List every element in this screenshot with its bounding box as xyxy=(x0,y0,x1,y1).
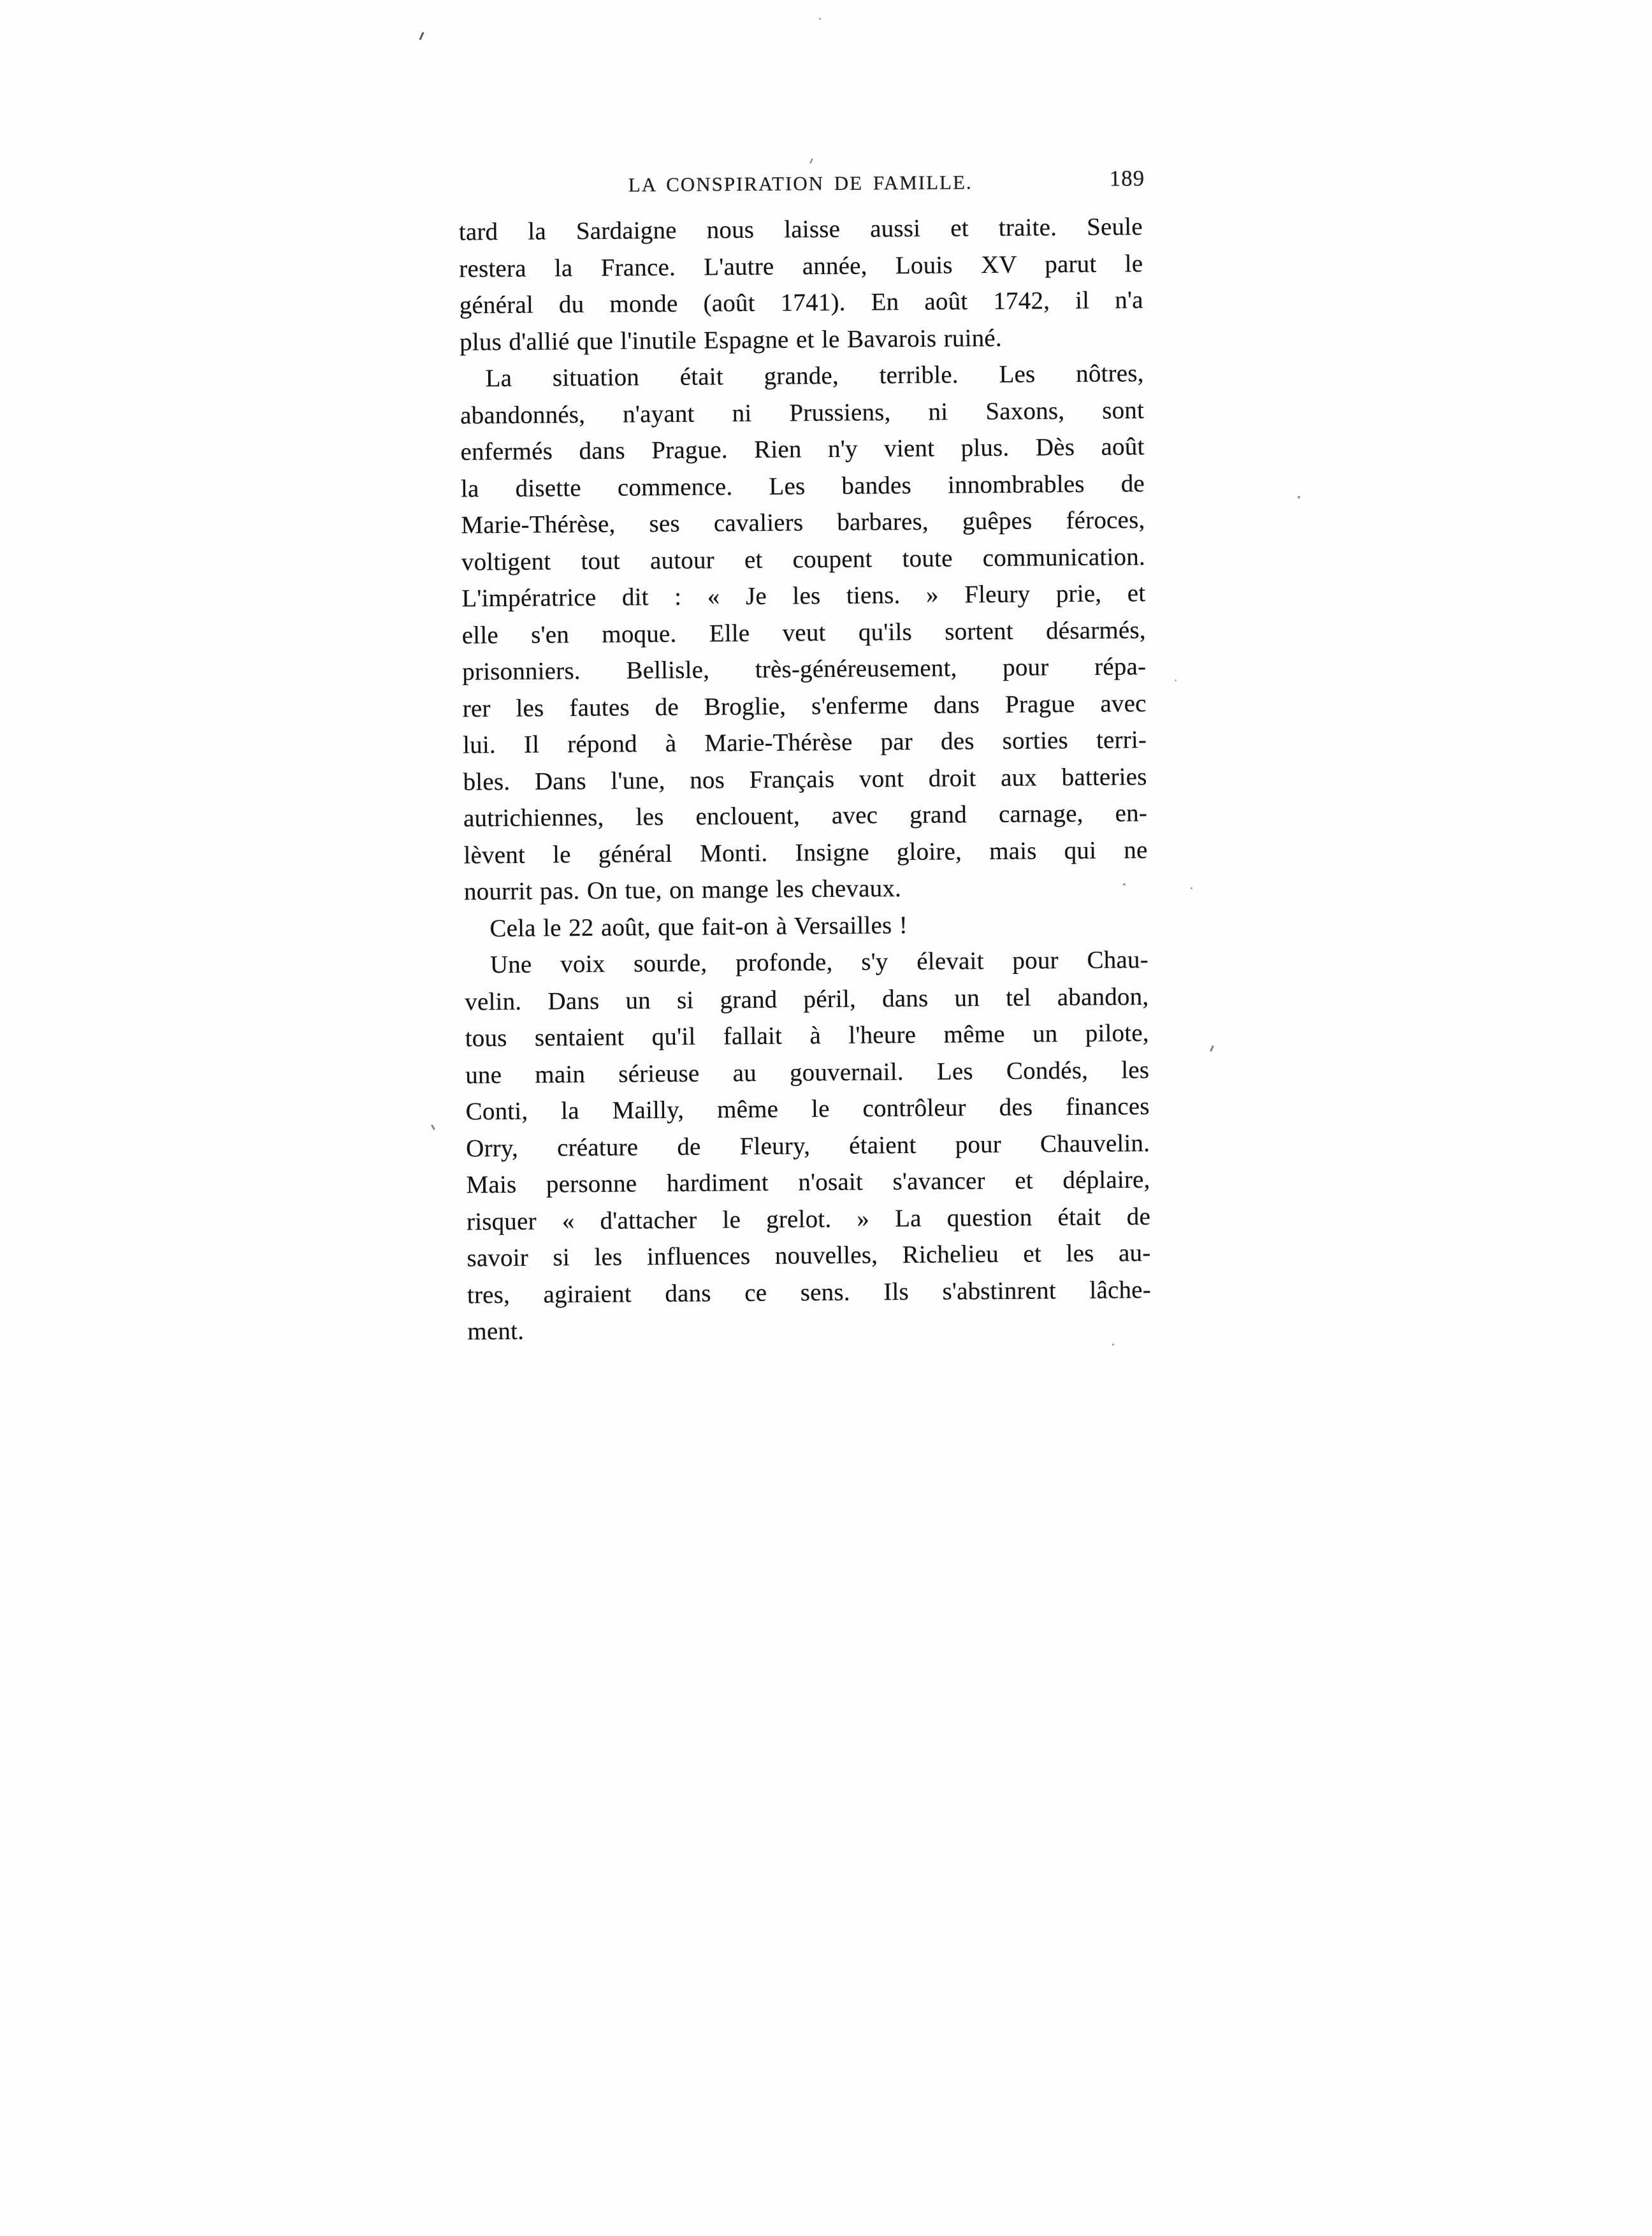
text-line: Une voix sourde, profonde, s'y élevait pour Chau- xyxy=(489,946,1149,979)
text-line: savoir si les influences nouvelles, Richelieu et les au- xyxy=(467,1239,1151,1272)
text-line: général du monde (août 1741). En août 1742, il n'a xyxy=(459,286,1143,319)
scan-speck xyxy=(819,18,821,20)
text-line: restera la France. L'autre année, Louis XV parut le xyxy=(459,249,1143,283)
scan-speck xyxy=(1191,887,1192,889)
text-line: Marie-Thérèse, ses cavaliers barbares, guêpes féroces, xyxy=(461,506,1145,539)
text-line: lui. Il répond à Marie-Thérèse par des sorties terri- xyxy=(462,726,1147,759)
text-line: nourrit pas. On tue, on mange les chevaux. xyxy=(463,875,902,906)
page-header xyxy=(458,166,1145,203)
page-number: 189 xyxy=(1109,166,1145,191)
text-line: voltigent tout autour et coupent toute communication. xyxy=(461,542,1146,576)
text-line: autrichiennes, les enclouent, avec grand carnage, en- xyxy=(463,799,1148,832)
text-line: L'impératrice dit : « Je les tiens. » Fleury prie, et xyxy=(461,579,1146,613)
text-line: plus d'allié que l'inutile Espagne et le Bavarois ruiné. xyxy=(460,324,1002,356)
text-line: enfermés dans Prague. Rien n'y vient plus. Dès août xyxy=(460,433,1145,466)
text-line: velin. Dans un si grand péril, dans un tel abandon, xyxy=(465,982,1149,1015)
text-line: risquer « d'attacher le grelot. » La question était de xyxy=(466,1202,1151,1235)
text-line: La situation était grande, terrible. Les nôtres, xyxy=(485,359,1144,393)
text-line: Mais personne hardiment n'osait s'avancer et déplaire, xyxy=(466,1166,1150,1199)
text-line: tard la Sardaigne nous laisse aussi et traite. Seule xyxy=(458,213,1143,246)
text-line: tous sentaient qu'il fallait à l'heure même un pilote, xyxy=(465,1019,1149,1052)
running-title: LA CONSPIRATION DE FAMILLE. xyxy=(628,171,973,196)
text-line: elle s'en moque. Elle veut qu'ils sortent désarmés, xyxy=(461,616,1146,650)
text-line: bles. Dans l'une, nos Français vont droit aux batteries xyxy=(463,762,1147,796)
text-line: Cela le 22 août, que fait-on à Versailles ! xyxy=(489,911,908,942)
text-line: une main sérieuse au gouvernail. Les Condés, les xyxy=(465,1056,1150,1089)
scan-speck xyxy=(1175,679,1177,681)
scan-speck xyxy=(1123,883,1126,885)
scan-speck xyxy=(1112,1344,1114,1346)
text-line: lèvent le général Monti. Insigne gloire, mais qui ne xyxy=(463,836,1148,869)
text-line: ment. xyxy=(467,1317,525,1346)
scan-speck xyxy=(1298,496,1300,498)
text-line: tres, agiraient dans ce sens. Ils s'abstinrent lâche- xyxy=(467,1275,1152,1309)
body-text xyxy=(459,208,1152,1350)
text-line: Orry, créature de Fleury, étaient pour Chauvelin. xyxy=(465,1129,1150,1162)
text-line: la disette commence. Les bandes innombrables de xyxy=(460,469,1145,503)
text-line: abandonnés, n'ayant ni Prussiens, ni Saxons, sont xyxy=(460,396,1145,430)
text-line: Conti, la Mailly, même le contrôleur des finances xyxy=(465,1093,1150,1126)
text-line: prisonniers. Bellisle, très-généreusement, pour répa- xyxy=(462,653,1147,686)
text-line: rer les fautes de Broglie, s'enferme dans Prague avec xyxy=(462,689,1147,723)
